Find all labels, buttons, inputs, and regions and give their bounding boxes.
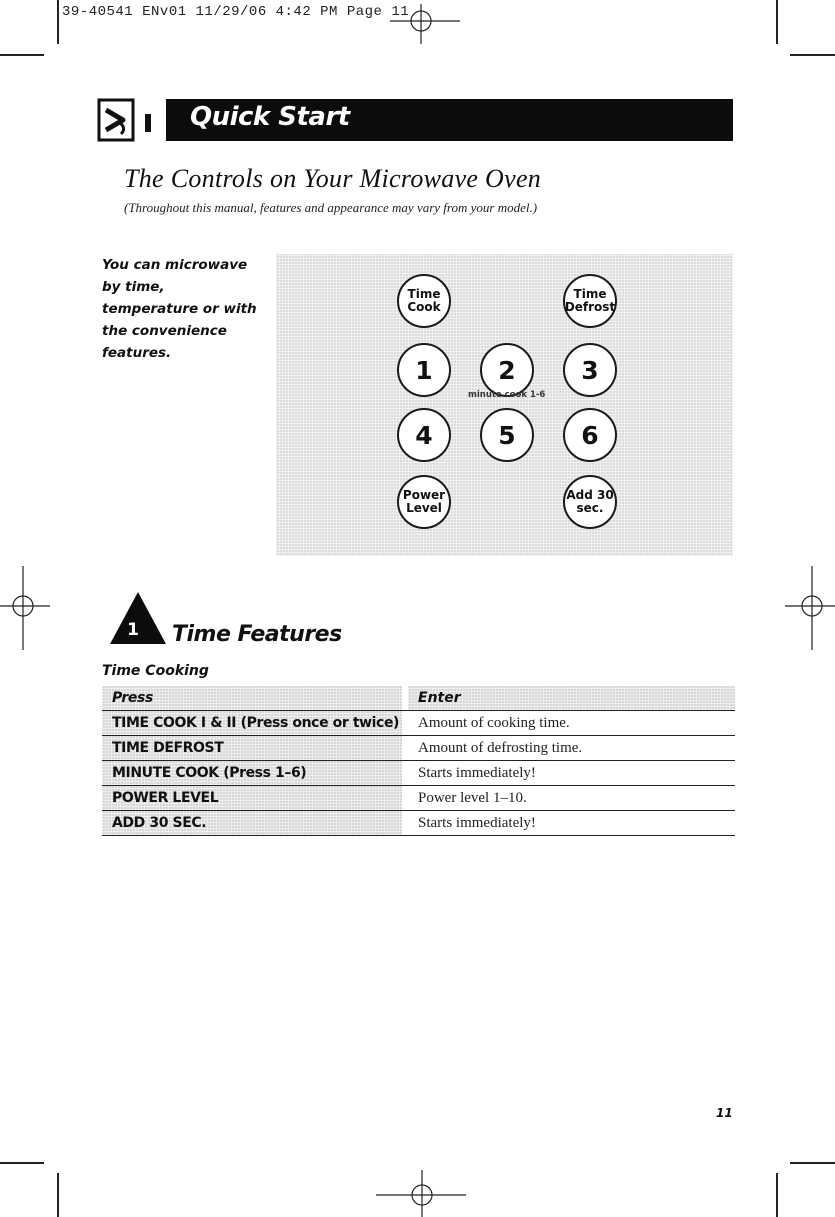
key-5: 5 (480, 408, 534, 462)
table-row (102, 811, 735, 836)
key-2: 2 (480, 343, 534, 397)
power-level-key: Power Level (397, 475, 451, 529)
controls-table (102, 686, 735, 836)
press-cell: MINUTE COOK (Press 1–6) (102, 761, 402, 785)
crop-mark (790, 1162, 835, 1164)
registration-mark-bottom (376, 1170, 466, 1217)
registration-mark-left (0, 566, 50, 650)
key-3: 3 (563, 343, 617, 397)
enter-cell: Amount of defrosting time. (418, 739, 583, 756)
keypad-panel (276, 254, 733, 556)
key-1: 1 (397, 343, 451, 397)
quick-start-icon (97, 98, 153, 142)
section-number: 1 (127, 620, 139, 640)
key-4: 4 (397, 408, 451, 462)
quick-start-title: Quick Start (190, 102, 350, 132)
crop-mark (0, 54, 44, 56)
enter-cell: Amount of cooking time. (418, 714, 570, 731)
printer-header: 39-40541 ENv01 11/29/06 4:42 PM Page 11 (62, 4, 410, 20)
time-defrost-key: Time Defrost (563, 274, 617, 328)
header-press: Press (102, 686, 402, 710)
crop-mark (0, 1162, 44, 1164)
page-title: The Controls on Your Microwave Oven (124, 164, 542, 193)
header-enter: Enter (408, 686, 735, 710)
press-cell: TIME COOK I & II (Press once or twice) (102, 711, 402, 735)
side-note: You can microwave by time, temperature or with the convenience features. (102, 257, 257, 361)
table-row (102, 786, 735, 811)
page-subtitle: (Throughout this manual, features and appearance may vary from your model.) (124, 200, 538, 215)
section-title: Time Features (172, 622, 342, 647)
subsection-title: Time Cooking (102, 663, 209, 679)
enter-cell: Starts immediately! (418, 814, 536, 831)
key-6: 6 (563, 408, 617, 462)
registration-mark-right (785, 566, 835, 650)
crop-mark (57, 1173, 59, 1217)
add-30-sec-key: Add 30 sec. (563, 475, 617, 529)
press-cell: TIME DEFROST (102, 736, 402, 760)
enter-cell: Power level 1–10. (418, 789, 527, 806)
press-cell: POWER LEVEL (102, 786, 402, 810)
table-row (102, 736, 735, 761)
crop-mark (57, 0, 59, 44)
page-number: 11 (716, 1106, 733, 1120)
time-cook-key: Time Cook (397, 274, 451, 328)
minute-cook-label: minute cook 1-6 (468, 390, 546, 400)
crop-mark (776, 0, 778, 44)
crop-mark (790, 54, 835, 56)
table-row (102, 761, 735, 786)
press-cell: ADD 30 SEC. (102, 811, 402, 835)
crop-mark (776, 1173, 778, 1217)
table-row (102, 711, 735, 736)
enter-cell: Starts immediately! (418, 764, 536, 781)
table-header (102, 686, 735, 711)
